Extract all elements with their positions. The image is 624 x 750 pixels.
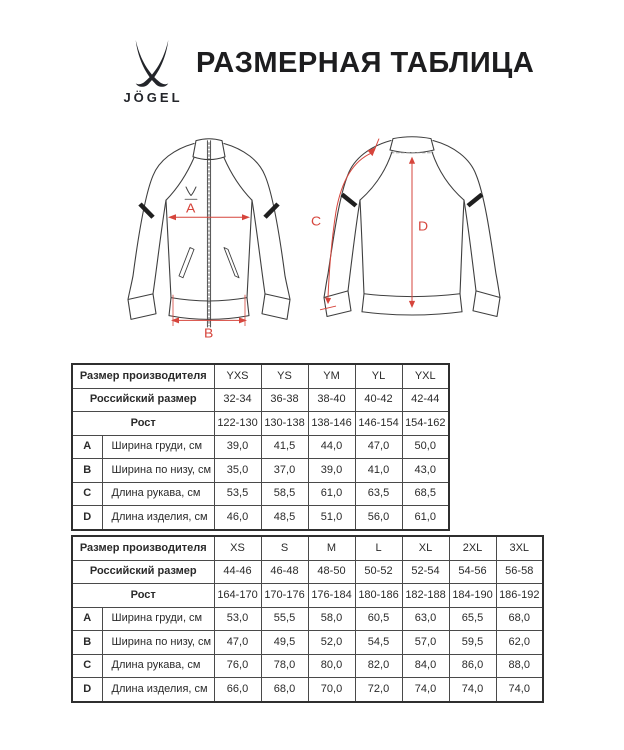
value-cell: 48-50 <box>308 560 355 584</box>
value-cell: 63,5 <box>355 482 402 506</box>
value-cell: 52,0 <box>308 631 355 655</box>
measure-name-cell: Ширина по низу, см <box>102 459 214 483</box>
value-cell: 146-154 <box>355 412 402 436</box>
dimension-c-d <box>320 139 412 310</box>
value-cell: 58,5 <box>261 482 308 506</box>
value-cell: 40-42 <box>355 388 402 412</box>
measure-key-cell: C <box>72 482 102 506</box>
value-cell: 50,0 <box>402 435 449 459</box>
dim-c-bottom-tick <box>320 306 336 310</box>
table-row <box>72 584 543 608</box>
left-shoulder-stripe <box>342 194 356 205</box>
value-cell: 68,0 <box>261 678 308 702</box>
value-cell: 72,0 <box>355 678 402 702</box>
right-cuff <box>262 294 290 320</box>
size-cell: M <box>308 536 355 560</box>
right-sleeve-inner <box>252 200 265 294</box>
left-sleeve-inner <box>153 200 166 294</box>
value-cell: 80,0 <box>308 654 355 678</box>
value-cell: 68,0 <box>496 607 543 631</box>
value-cell: 49,5 <box>261 631 308 655</box>
measure-key-cell: A <box>72 435 102 459</box>
value-cell: 52-54 <box>402 560 449 584</box>
size-cell: XS <box>214 536 261 560</box>
dim-label-a: A <box>186 200 196 216</box>
value-cell: 46,0 <box>214 506 261 530</box>
value-cell: 39,0 <box>308 459 355 483</box>
value-cell: 47,0 <box>214 631 261 655</box>
measure-name-cell: Ширина по низу, см <box>102 631 214 655</box>
size-cell: YL <box>355 364 402 388</box>
value-cell: 122-130 <box>214 412 261 436</box>
header-cell: Размер производителя <box>72 364 214 388</box>
left-cuff <box>128 294 156 320</box>
header-cell: Рост <box>72 584 214 608</box>
value-cell: 41,0 <box>355 459 402 483</box>
table-row <box>72 560 543 584</box>
body-right-seam <box>247 200 252 297</box>
jacket-back-drawing <box>302 132 507 342</box>
value-cell: 61,0 <box>308 482 355 506</box>
measure-key-cell: B <box>72 459 102 483</box>
value-cell: 63,0 <box>402 607 449 631</box>
value-cell: 61,0 <box>402 506 449 530</box>
size-cell: 3XL <box>496 536 543 560</box>
table-row <box>72 482 449 506</box>
measure-name-cell: Длина изделия, см <box>102 506 214 530</box>
value-cell: 47,0 <box>355 435 402 459</box>
right-sleeve-stripe <box>265 204 278 217</box>
size-cell: YS <box>261 364 308 388</box>
jacket-front-drawing <box>112 134 307 344</box>
value-cell: 68,5 <box>402 482 449 506</box>
table-row <box>72 536 543 560</box>
measure-key-cell: C <box>72 654 102 678</box>
body-right-seam <box>460 200 464 294</box>
value-cell: 41,5 <box>261 435 308 459</box>
value-cell: 51,0 <box>308 506 355 530</box>
value-cell: 84,0 <box>402 654 449 678</box>
right-raglan-seam <box>224 158 252 201</box>
size-cell: YM <box>308 364 355 388</box>
dim-label-d: D <box>418 218 429 234</box>
table-row <box>72 364 449 388</box>
header-cell: Российский размер <box>72 560 214 584</box>
value-cell: 76,0 <box>214 654 261 678</box>
value-cell: 65,5 <box>449 607 496 631</box>
value-cell: 74,0 <box>449 678 496 702</box>
table-row <box>72 388 449 412</box>
value-cell: 186-192 <box>496 584 543 608</box>
table-row <box>72 412 449 436</box>
size-cell: 2XL <box>449 536 496 560</box>
value-cell: 32-34 <box>214 388 261 412</box>
value-cell: 48,5 <box>261 506 308 530</box>
right-sleeve-outer <box>224 143 290 299</box>
size-table-youth <box>71 363 450 531</box>
header-cell: Российский размер <box>72 388 214 412</box>
table-row <box>72 607 543 631</box>
value-cell: 43,0 <box>402 459 449 483</box>
value-cell: 60,5 <box>355 607 402 631</box>
right-pocket <box>224 248 239 278</box>
value-cell: 53,0 <box>214 607 261 631</box>
value-cell: 62,0 <box>496 631 543 655</box>
body-left-seam <box>166 200 171 297</box>
measure-name-cell: Длина изделия, см <box>102 678 214 702</box>
value-cell: 170-176 <box>261 584 308 608</box>
collar-bottom <box>390 150 434 153</box>
right-cuff <box>473 291 500 317</box>
value-cell: 86,0 <box>449 654 496 678</box>
value-cell: 36-38 <box>261 388 308 412</box>
brand-logo-icon <box>133 40 171 88</box>
table-row <box>72 506 449 530</box>
right-shoulder-stripe <box>468 194 482 205</box>
header-cell: Рост <box>72 412 214 436</box>
value-cell: 44-46 <box>214 560 261 584</box>
value-cell: 154-162 <box>402 412 449 436</box>
page-title: РАЗМЕРНАЯ ТАБЛИЦА <box>196 47 535 79</box>
table-row <box>72 654 543 678</box>
value-cell: 54,5 <box>355 631 402 655</box>
size-cell: YXS <box>214 364 261 388</box>
value-cell: 56,0 <box>355 506 402 530</box>
value-cell: 37,0 <box>261 459 308 483</box>
value-cell: 130-138 <box>261 412 308 436</box>
value-cell: 39,0 <box>214 435 261 459</box>
measure-name-cell: Длина рукава, см <box>102 482 214 506</box>
value-cell: 82,0 <box>355 654 402 678</box>
value-cell: 50-52 <box>355 560 402 584</box>
left-sleeve-inner <box>348 200 360 291</box>
value-cell: 55,5 <box>261 607 308 631</box>
value-cell: 78,0 <box>261 654 308 678</box>
value-cell: 138-146 <box>308 412 355 436</box>
size-cell: S <box>261 536 308 560</box>
value-cell: 56-58 <box>496 560 543 584</box>
value-cell: 66,0 <box>214 678 261 702</box>
value-cell: 38-40 <box>308 388 355 412</box>
value-cell: 180-186 <box>355 584 402 608</box>
size-cell: L <box>355 536 402 560</box>
right-sleeve-inner <box>464 200 476 291</box>
dimension-arrowheads-back <box>325 147 415 308</box>
measure-key-cell: A <box>72 607 102 631</box>
right-raglan-seam <box>432 152 464 200</box>
size-cell: XL <box>402 536 449 560</box>
left-pocket <box>179 248 194 278</box>
value-cell: 54-56 <box>449 560 496 584</box>
value-cell: 176-184 <box>308 584 355 608</box>
table-row <box>72 678 543 702</box>
value-cell: 44,0 <box>308 435 355 459</box>
value-cell: 42-44 <box>402 388 449 412</box>
measure-key-cell: D <box>72 506 102 530</box>
collar <box>390 137 434 150</box>
measure-key-cell: B <box>72 631 102 655</box>
value-cell: 74,0 <box>402 678 449 702</box>
value-cell: 58,0 <box>308 607 355 631</box>
value-cell: 53,5 <box>214 482 261 506</box>
measure-name-cell: Ширина груди, см <box>102 607 214 631</box>
measure-key-cell: D <box>72 678 102 702</box>
value-cell: 164-170 <box>214 584 261 608</box>
dim-label-c: C <box>311 213 322 229</box>
value-cell: 184-190 <box>449 584 496 608</box>
brand-logo-text: JÖGEL <box>123 90 183 105</box>
body-left-seam <box>360 200 364 294</box>
jacket-front-outline <box>128 139 290 327</box>
table-row <box>72 459 449 483</box>
value-cell: 182-188 <box>402 584 449 608</box>
value-cell: 59,5 <box>449 631 496 655</box>
dim-label-b: B <box>204 325 214 341</box>
left-raglan-seam <box>360 152 392 200</box>
header-cell: Размер производителя <box>72 536 214 560</box>
value-cell: 88,0 <box>496 654 543 678</box>
chest-logo-icon <box>186 187 196 196</box>
table-row <box>72 631 543 655</box>
table-row <box>72 435 449 459</box>
measure-name-cell: Ширина груди, см <box>102 435 214 459</box>
size-cell: YXL <box>402 364 449 388</box>
waistband-bottom <box>362 312 462 315</box>
left-sleeve-stripe <box>140 204 153 217</box>
measure-name-cell: Длина рукава, см <box>102 654 214 678</box>
value-cell: 70,0 <box>308 678 355 702</box>
value-cell: 46-48 <box>261 560 308 584</box>
value-cell: 74,0 <box>496 678 543 702</box>
size-table-adult <box>71 535 544 703</box>
value-cell: 35,0 <box>214 459 261 483</box>
value-cell: 57,0 <box>402 631 449 655</box>
